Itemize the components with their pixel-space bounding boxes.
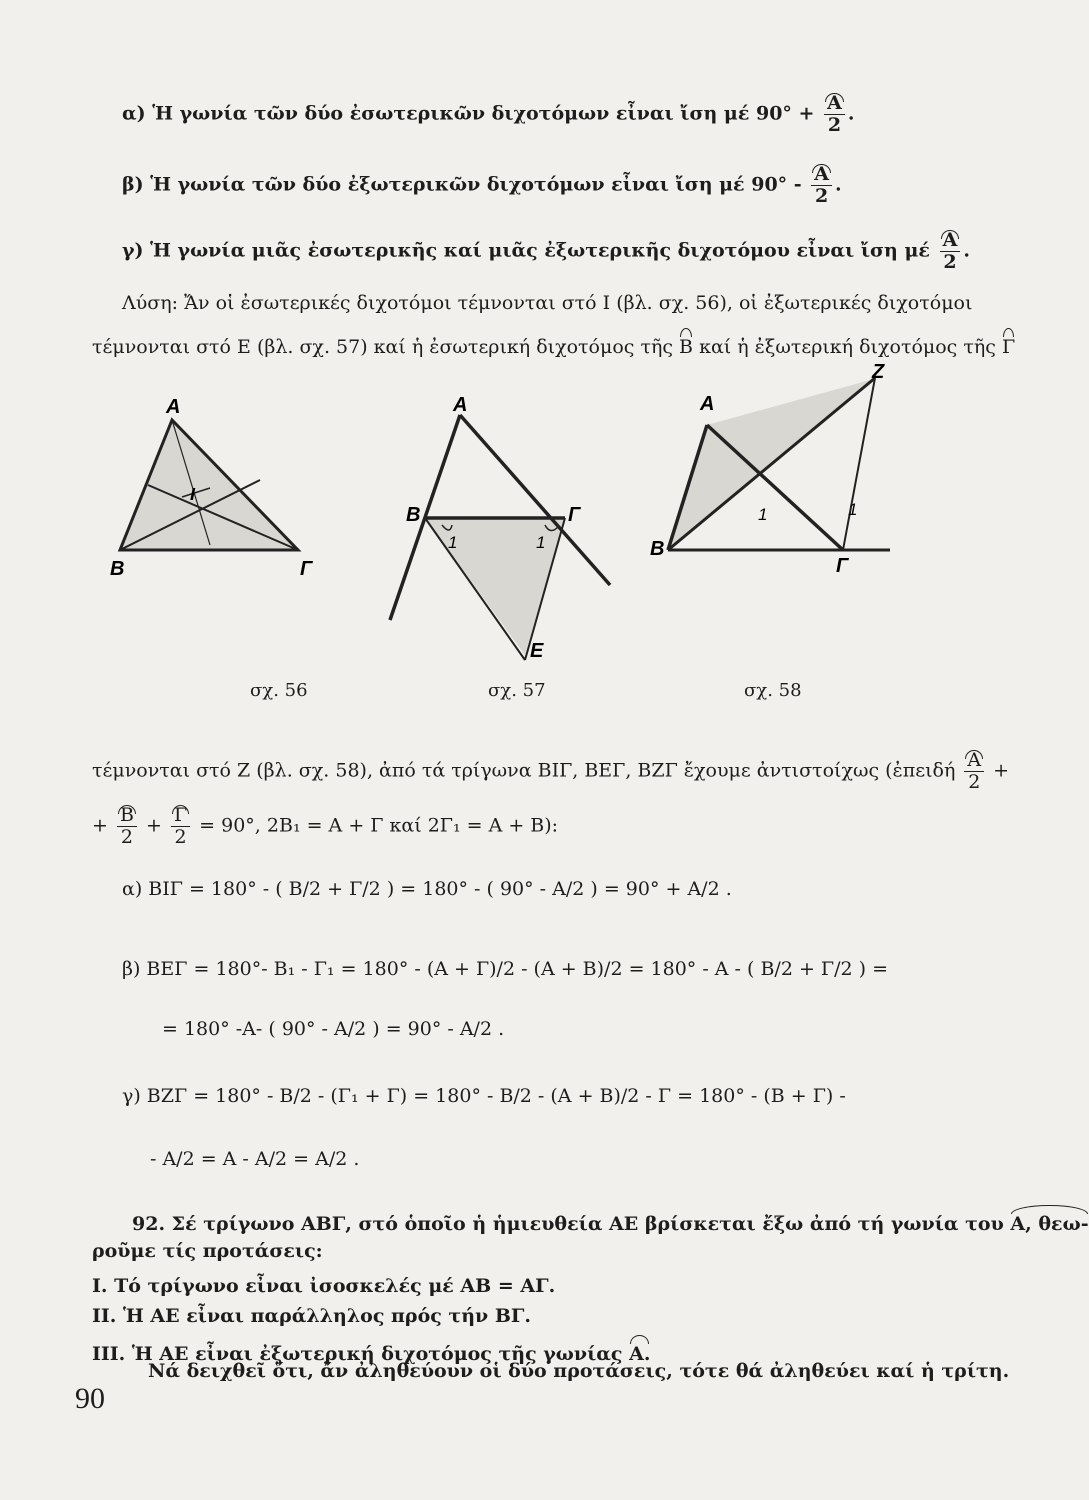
equation-g-2: - Α/2 = Α - Α/2 = Α/2 . bbox=[150, 1148, 360, 1170]
angle-b: Β bbox=[679, 328, 693, 358]
solution-line-4-tail: = 90°, 2B₁ = Α + Γ καί 2Γ₁ = Α + Β): bbox=[199, 814, 559, 837]
fraction-num: Α bbox=[824, 93, 845, 115]
figure-56 bbox=[100, 385, 330, 590]
label-B: Β bbox=[110, 558, 125, 580]
proposition-3-text: III. Ἡ ΑΕ εἶναι ἐξωτερική διχοτόμος τῆς γωνίας bbox=[92, 1343, 623, 1365]
fraction-den: 2 bbox=[943, 250, 957, 273]
solution-line-2a: τέμνονται στό Ε (βλ. σχ. 57) καί ἡ ἐσωτερική διχοτόμος τῆς bbox=[92, 336, 673, 358]
fraction-den: 2 bbox=[815, 184, 829, 207]
statement-b-text: β) Ἡ γωνία τῶν δύο ἐξωτερικῶν διχοτόμων εἶναι ἴση μέ 90° - bbox=[122, 173, 802, 196]
statement-a: α) Ἡ γωνία τῶν δύο ἐσωτερικῶν διχοτόμων εἶναι ἴση μέ 90° + $\frac{A}{2}$ . bbox=[122, 92, 855, 136]
angle-a: Α. bbox=[629, 1335, 650, 1365]
caption-58: σχ. 58 bbox=[744, 680, 802, 701]
proposition-1: I. Τό τρίγωνο εἶναι ἰσοσκελές μέ ΑΒ = ΑΓ. bbox=[92, 1275, 556, 1297]
problem-92-task: Νά δειχθεῖ ὅτι, ἄν ἀληθεύουν οἱ δύο προτάσεις, τότε θά ἀληθεύει καί ἡ τρίτη. bbox=[148, 1360, 1010, 1382]
caption-57: σχ. 57 bbox=[488, 680, 546, 701]
proposition-2: II. Ἡ ΑΕ εἶναι παράλληλος πρός τήν ΒΓ. bbox=[92, 1305, 531, 1327]
solution-line-4: + $\frac{B}{2}$ + $\frac{\Gamma}{2}$ = 90°, 2B₁ = Α + Γ καί 2Γ₁ = Α + Β): bbox=[92, 804, 559, 848]
label-G: Γ bbox=[568, 504, 581, 526]
label-angle-1: 1 bbox=[536, 533, 546, 552]
solution-line-3: τέμνονται στό Ζ (βλ. σχ. 58), ἀπό τά τρίγωνα ΒΙΓ, ΒΕΓ, ΒΖΓ ἔχουμε ἀντιστοίχως (ἐπειδή $\frac{A}{2}$ + bbox=[92, 749, 1010, 793]
label-angle-1: 1 bbox=[448, 533, 458, 552]
solution-line-2b: καί ἡ ἐξωτερική διχοτόμος τῆς bbox=[699, 336, 996, 358]
fraction bbox=[824, 93, 845, 136]
page-number: 90 bbox=[75, 1382, 105, 1415]
fraction bbox=[117, 805, 137, 848]
label-A: Α bbox=[166, 396, 181, 418]
problem-92-line-1-text: 92. Σέ τρίγωνο ΑΒΓ, στό ὁποῖο ἡ ἡμιευθεία ΑΕ βρίσκεται ἔξω ἀπό τή γωνία του bbox=[132, 1213, 1004, 1235]
fraction-num: Β bbox=[117, 805, 137, 827]
fraction-num: Α bbox=[940, 230, 961, 252]
fraction-num: Α bbox=[964, 750, 984, 772]
label-angle-1: 1 bbox=[848, 500, 858, 519]
statement-b: β) Ἡ γωνία τῶν δύο ἐξωτερικῶν διχοτόμων εἶναι ἴση μέ 90° - $\frac{A}{2}$ . bbox=[122, 163, 842, 207]
solution-line-3-text: τέμνονται στό Ζ (βλ. σχ. 58), ἀπό τά τρίγωνα ΒΙΓ, ΒΕΓ, ΒΖΓ ἔχουμε ἀντιστοίχως (ἐπειδή bbox=[92, 759, 956, 782]
label-G: Γ bbox=[836, 555, 849, 577]
angle-a: Α, θεω- bbox=[1010, 1205, 1088, 1235]
fraction bbox=[964, 750, 984, 793]
fraction-den: 2 bbox=[174, 825, 187, 848]
statement-g: γ) Ἡ γωνία μιᾶς ἐσωτερικῆς καί μιᾶς ἐξωτερικῆς διχοτόμου εἶναι ἴση μέ $\frac{A}{2}$ . bbox=[122, 229, 970, 273]
equation-a: α) ΒΙΓ = 180° - ( Β/2 + Γ/2 ) = 180° - ( 90° - Α/2 ) = 90° + Α/2 . bbox=[122, 878, 732, 900]
label-G: Γ bbox=[300, 558, 313, 580]
label-I: Ι bbox=[190, 484, 196, 504]
fraction-num: Α bbox=[811, 164, 832, 186]
fraction-den: 2 bbox=[968, 770, 981, 793]
problem-92-line-1 bbox=[132, 1205, 1089, 1235]
figure-58 bbox=[640, 360, 900, 575]
label-B: Β bbox=[650, 538, 665, 560]
problem-92-line-2: ροῦμε τίς προτάσεις: bbox=[92, 1240, 323, 1262]
fraction bbox=[171, 805, 190, 848]
equation-g-1: γ) ΒΖΓ = 180° - Β/2 - (Γ₁ + Γ) = 180° - Β/2 - (Α + Β)/2 - Γ = 180° - (Β + Γ) - bbox=[122, 1085, 846, 1107]
statement-g-text: γ) Ἡ γωνία μιᾶς ἐσωτερικῆς καί μιᾶς ἐξωτερικῆς διχοτόμου εἶναι ἴση μέ bbox=[122, 239, 930, 262]
label-E: Ε bbox=[530, 640, 544, 662]
fraction-den: 2 bbox=[827, 113, 842, 136]
caption-56: σχ. 56 bbox=[250, 680, 308, 701]
fraction bbox=[811, 164, 832, 207]
figure-57 bbox=[380, 385, 640, 685]
label-A: Α bbox=[700, 393, 715, 415]
fraction bbox=[940, 230, 961, 273]
equation-b-1: β) ΒΕΓ = 180°- Β₁ - Γ₁ = 180° - (Α + Γ)/2 - (Α + Β)/2 = 180° - Α - ( Β/2 + Γ/2 ) = bbox=[122, 958, 889, 980]
solution-line-1: Λύση: Ἄν οἱ ἐσωτερικές διχοτόμοι τέμνονται στό Ι (βλ. σχ. 56), οἱ ἐξωτερικές διχοτόμοι bbox=[122, 292, 973, 314]
label-Z: Ζ bbox=[872, 361, 885, 383]
statement-a-text: α) Ἡ γωνία τῶν δύο ἐσωτερικῶν διχοτόμων εἶναι ἴση μέ 90° + bbox=[122, 102, 815, 125]
label-A: Α bbox=[453, 394, 468, 416]
fraction-den: 2 bbox=[120, 825, 133, 848]
label-angle-1: 1 bbox=[758, 505, 768, 524]
equation-b-2: = 180° -Α- ( 90° - Α/2 ) = 90° - Α/2 . bbox=[162, 1018, 505, 1040]
fraction-num: Γ bbox=[171, 805, 190, 827]
solution-line-2 bbox=[92, 328, 1015, 358]
angle-g: Γ bbox=[1002, 328, 1015, 358]
label-B: Β bbox=[406, 504, 421, 526]
